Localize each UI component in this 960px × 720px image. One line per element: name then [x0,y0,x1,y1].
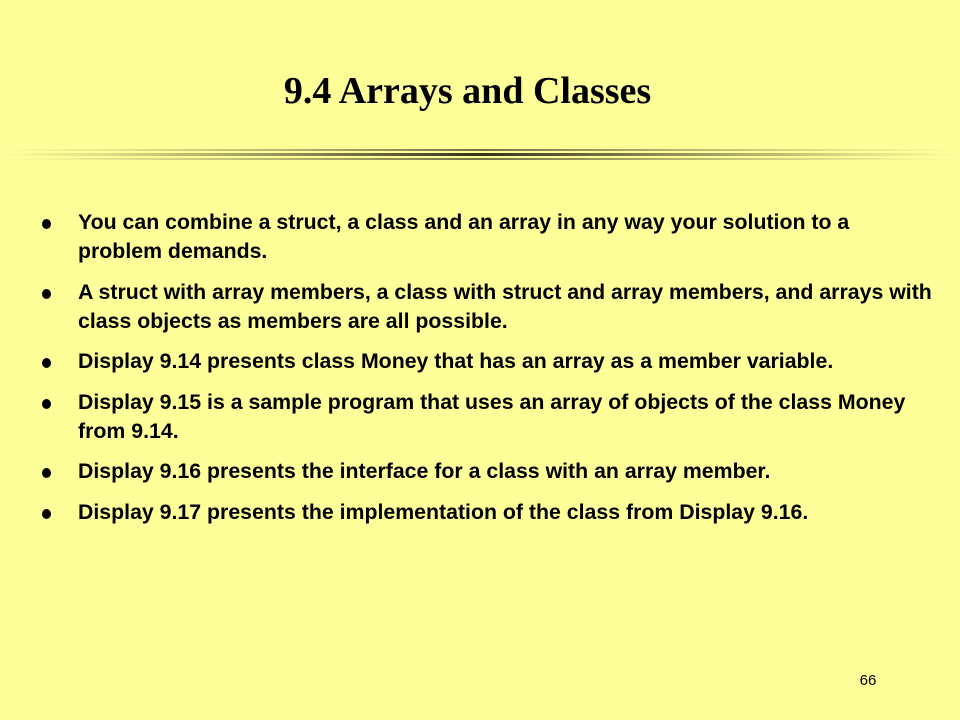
bullet-text: Display 9.17 presents the implementation of the class from Display 9.16. [78,499,809,524]
bullet-item [38,498,938,527]
divider-line-bottom [0,158,960,160]
bullet-item [38,347,938,376]
bullet-dot-icon [42,358,51,368]
bullet-text: Display 9.16 presents the interface for a class with an array member. [78,459,771,483]
divider-line-middle [0,153,960,156]
bullet-dot-icon [42,468,51,478]
bullet-dot-icon [42,219,51,229]
bullet-dot-icon [42,399,51,409]
page-number: 66 [859,672,877,689]
bullet-text: You can combine a struct, a class and an array in any way your solution to a problem demands. [78,210,850,263]
bullet-list [38,208,938,538]
divider-line-top [0,149,960,151]
bullet-item [38,388,938,446]
bullet-text: Display 9.14 presents class Money that has an array as a member variable. [78,349,834,373]
bullet-text: Display 9.15 is a sample program that uses an array of objects of the class Money from 9.14. [78,389,906,443]
bullet-text: A struct with array members, a class with struct and array members, and arrays with class objects as members are all possible. [78,279,932,333]
title-divider [0,149,960,163]
bullet-item [38,208,938,266]
bullet-item [38,278,938,336]
bullet-item [38,457,938,486]
slide-title: 9.4 Arrays and Classes [283,70,652,112]
bullet-dot-icon [42,509,51,519]
bullet-dot-icon [42,289,51,299]
